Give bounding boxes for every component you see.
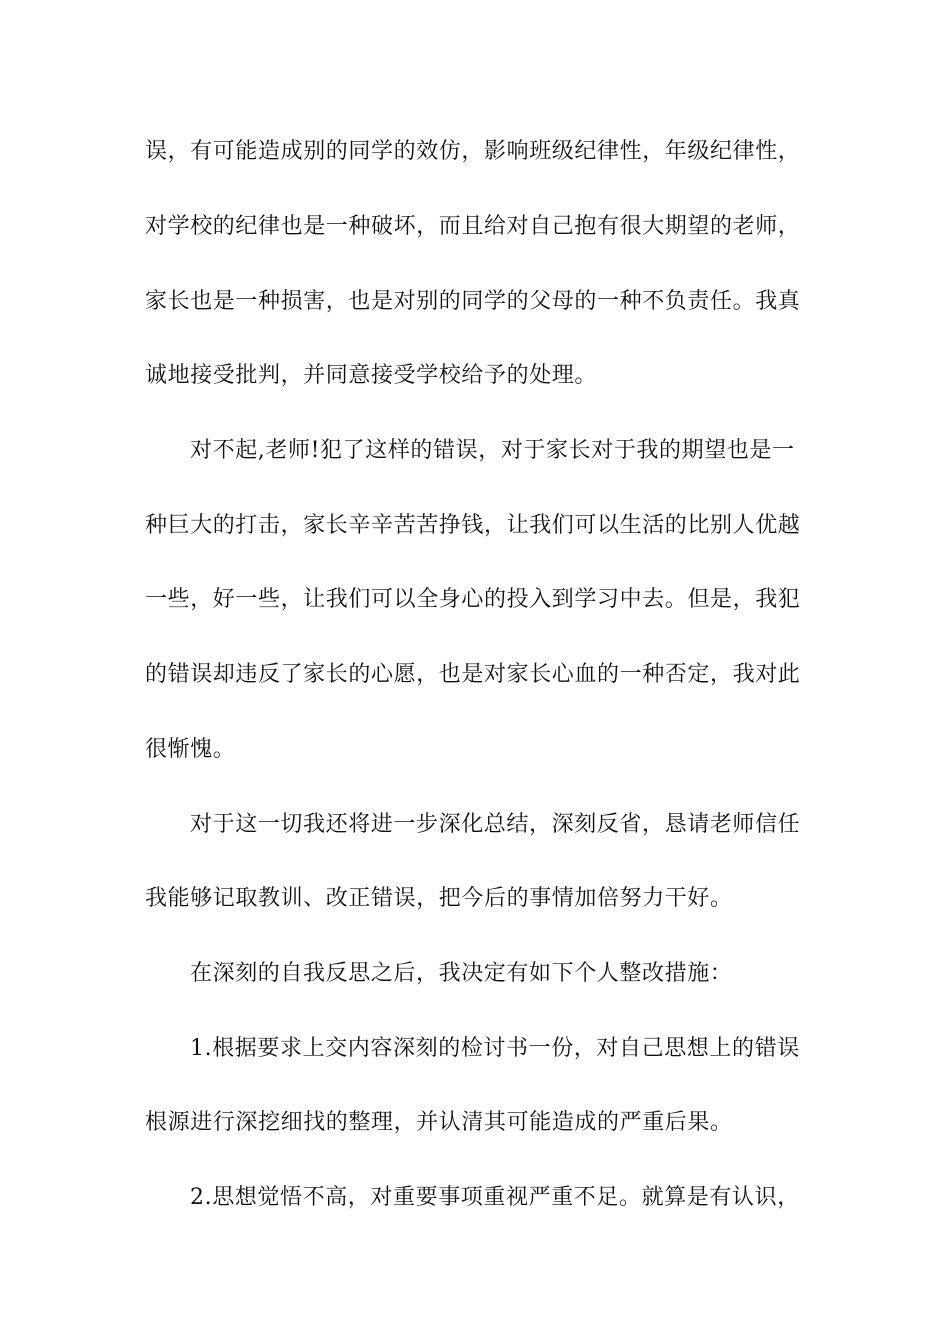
text-line: 种巨大的打击，家长辛辛苦苦挣钱，让我们可以生活的比别人优越	[145, 513, 801, 538]
text-line: 的错误却违反了家长的心愿，也是对家长心血的一种否定，我对此	[145, 662, 801, 687]
text-line: 一些，好一些，让我们可以全身心的投入到学习中去。但是，我犯	[145, 587, 801, 612]
paragraph-first-line: 对不起,老师!犯了这样的错误，对于家长对于我的期望也是一	[190, 438, 795, 463]
list-item-1-line: 1.根据要求上交内容深刻的检讨书一份，对自己思想上的错误	[190, 1036, 800, 1061]
text-line: 根源进行深挖细找的整理，并认清其可能造成的严重后果。	[145, 1110, 733, 1135]
text-line: 误，有可能造成别的同学的效仿，影响班级纪律性，年级纪律性，	[145, 139, 801, 164]
text-line: 诚地接受批判，并同意接受学校给予的处理。	[145, 363, 598, 388]
text-line: 对学校的纪律也是一种破坏，而且给对自己抱有很大期望的老师，	[145, 214, 801, 239]
list-item-2-line: 2.思想觉悟不高，对重要事项重视严重不足。就算是有认识，	[190, 1185, 800, 1210]
text-line: 很惭愧。	[145, 737, 236, 762]
text-line: 我能够记取教训、改正错误，把今后的事情加倍努力干好。	[145, 886, 733, 911]
text-line: 家长也是一种损害，也是对别的同学的父母的一种不负责任。我真	[145, 289, 801, 314]
paragraph-first-line: 在深刻的自我反思之后，我决定有如下个人整改措施：	[190, 961, 733, 986]
paragraph-first-line: 对于这一切我还将进一步深化总结，深刻反省，恳请老师信任	[190, 812, 801, 837]
